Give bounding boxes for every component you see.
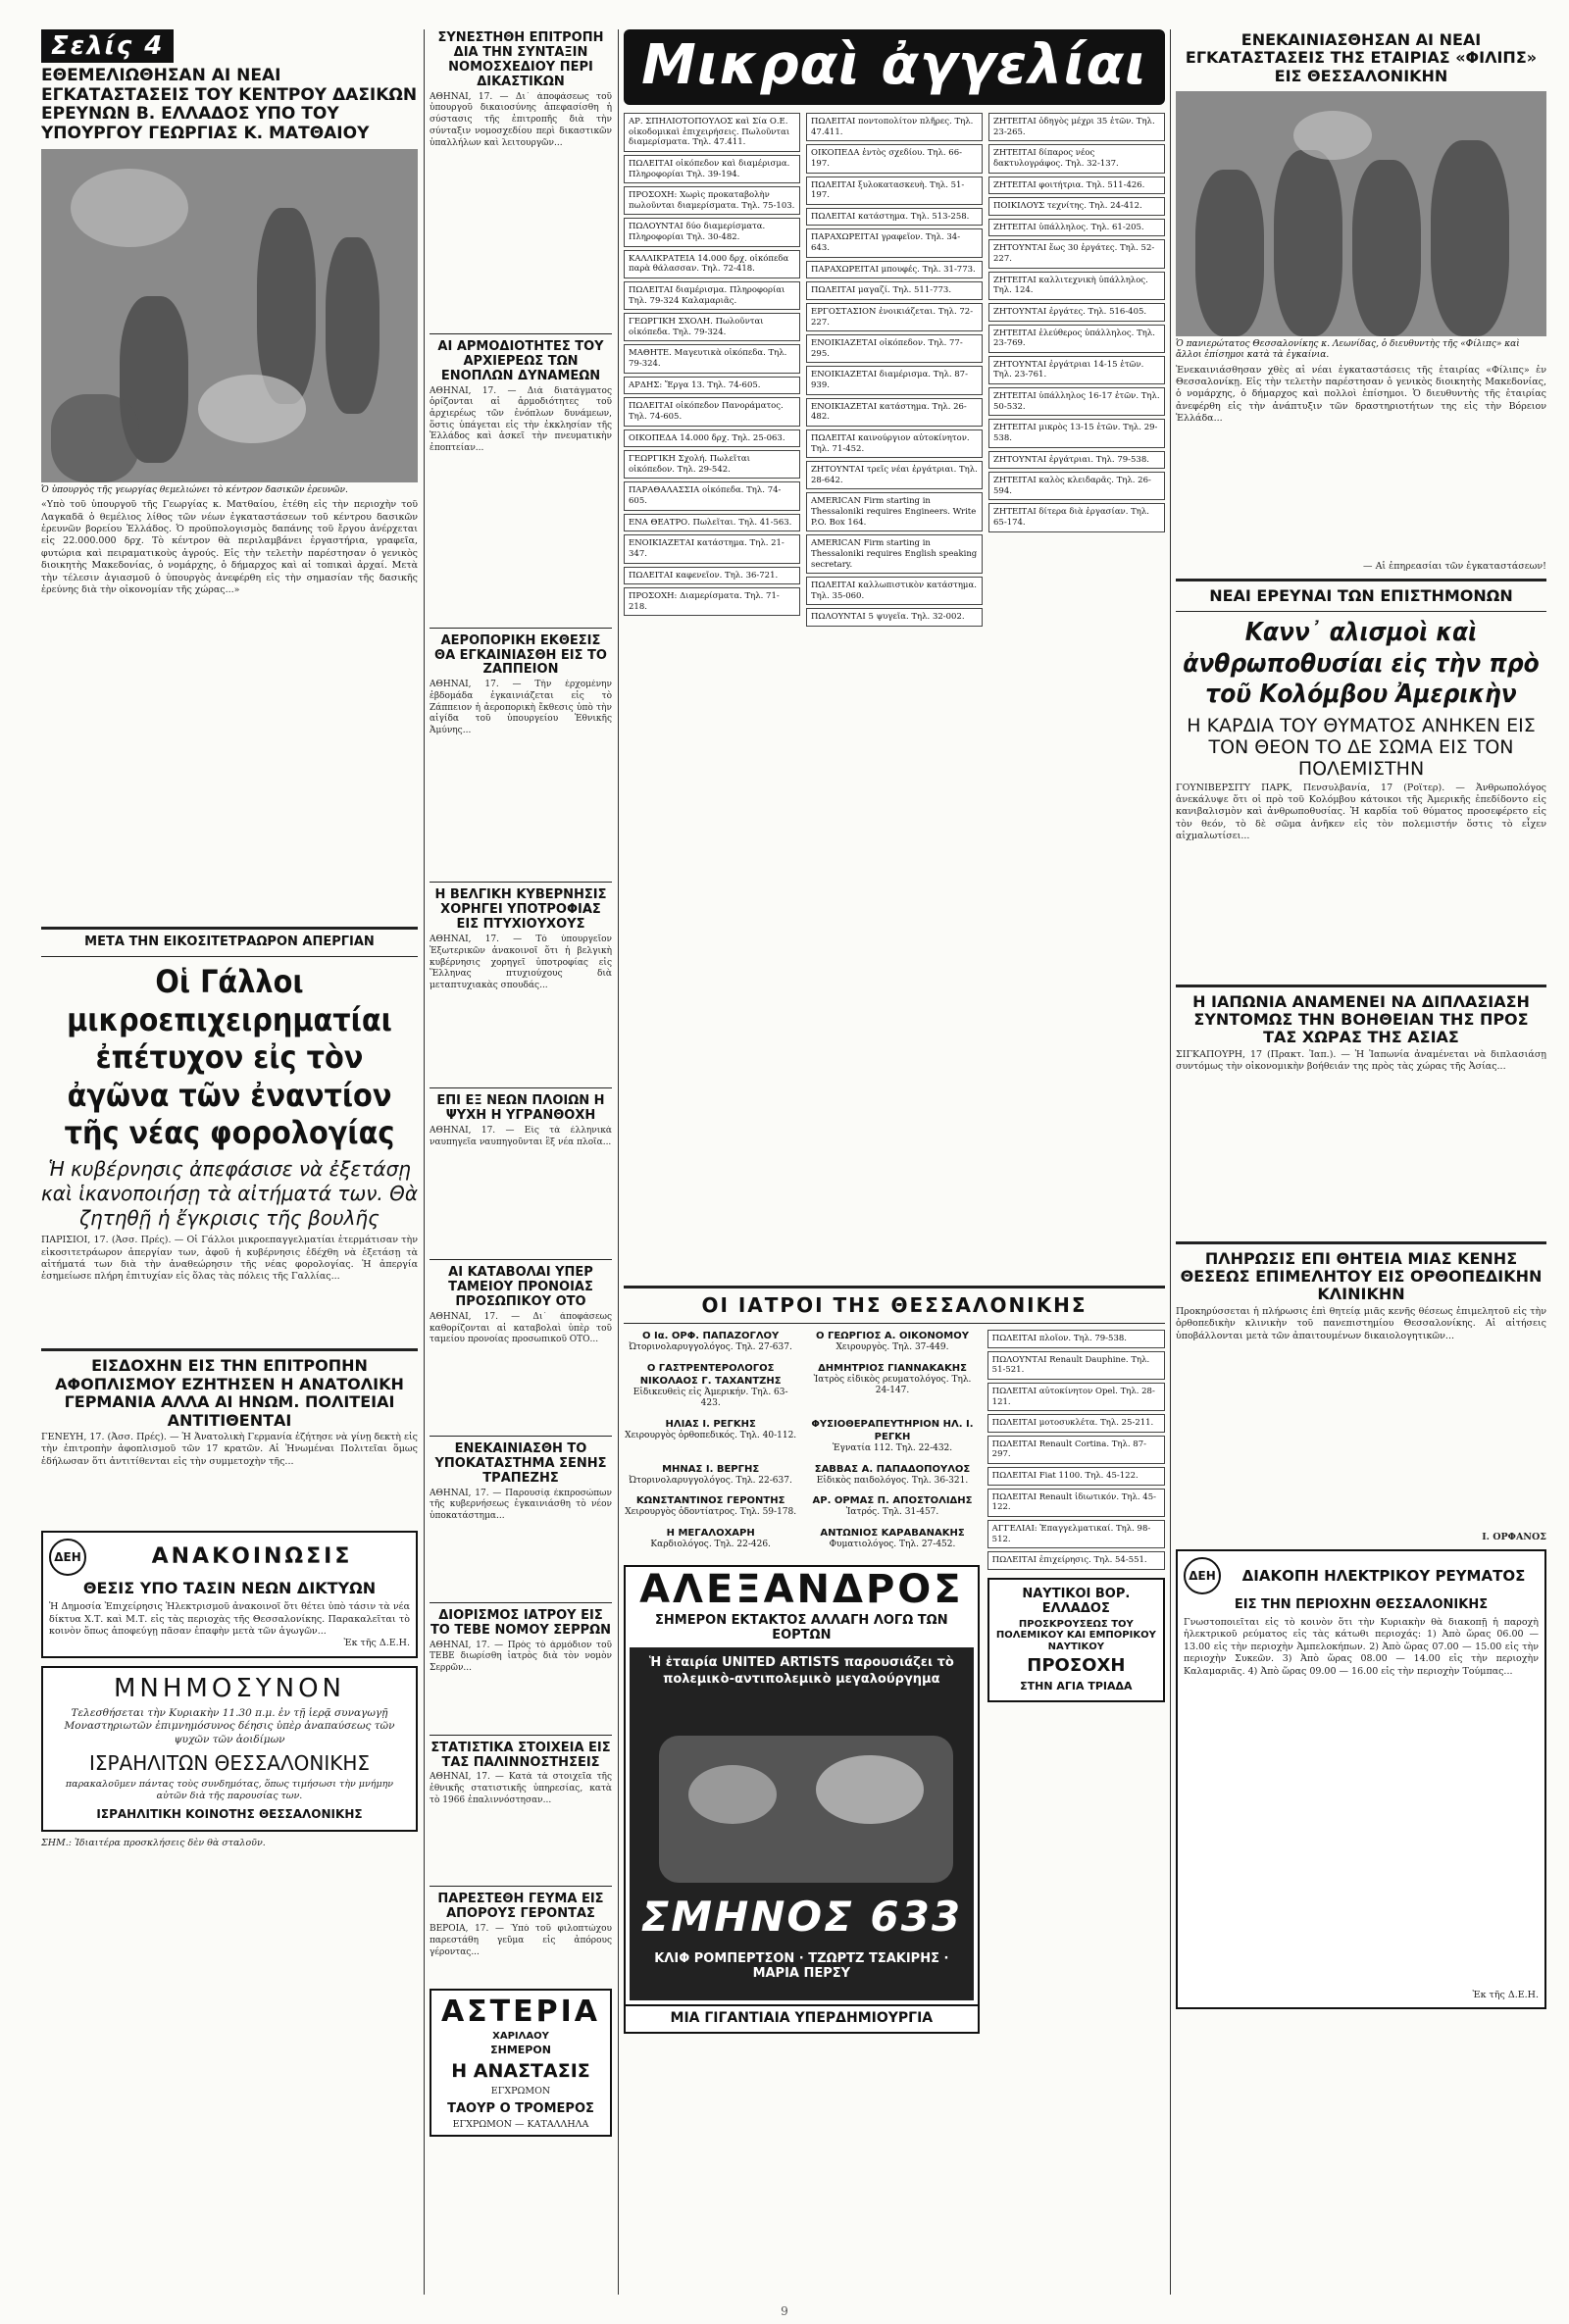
lead-article-body: «Υπὸ τοῦ ὑπουργοῦ τῆς Γεωργίας κ. Ματθαίου, ἐτέθη εἰς τὴν περιοχὴν τοῦ Λαγκαδᾶ ὁ θεμέλιος λίθος τῶν νέων ἐγκαταστάσεων τοῦ κέντρου δασικῶν ἐρευνῶν βορείου Ἑλλάδος. Ὁ προϋπολογισμὸς δαπάνης τοῦ ἔργου ἀνέρχεται εἰς 22.000.000 δρχ. Τὸ κέντρον θὰ περιλαμβάνει ἐργαστήρια, γραφεῖα, φυτώρια καὶ πειραματικοὺς ἀγρούς. Εἰς τὴν τελετὴν παρέστησαν ὁ γενικὸς διοικητὴς Μακεδονίας, ὁ νομάρχης, ὁ δήμαρχος καὶ αἱ τοπικαὶ ἀρχαί. Μετὰ τὴν τέλεσιν ἁγιασμοῦ ὁ ὑπουργὸς ἀνεφέρθη εἰς τὴν σημασίαν τῆς δασικῆς ἐρεύνης διὰ τὴν οἰκονομίαν τῆς χώρας...»	[41, 499, 418, 595]
classified-ad: ΠΩΛΕΙΤΑΙ καλλωπιστικὸν κατάστημα. Τηλ. 35-060.	[806, 577, 983, 605]
notices-signature: Ἐκ τῆς Δ.Ε.Η.	[343, 1638, 410, 1649]
classified-ad: ΕΝΟΙΚΙΑΖΕΤΑΙ κατάστημα. Τηλ. 21-347.	[624, 534, 800, 563]
classified-ad: ΖΗΤΟΥΝΤΑΙ ἐργάτριαι. Τηλ. 79-538.	[988, 451, 1165, 470]
navy-notice	[987, 1578, 1165, 1703]
power-cut-subtitle: ΕΙΣ ΤΗΝ ΠΕΡΙΟΧΗΝ ΘΕΣΣΑΛΟΝΙΚΗΣ	[1234, 1597, 1489, 1613]
philips-headline: ΕΝΕΚΑΙΝΙΑΣΘΗΣΑΝ ΑΙ ΝΕΑΙ ΕΓΚΑΤΑΣΤΑΣΕΙΣ ΤΗΣ ΕΤΑΙΡΙΑΣ «ΦΙΛΙΠΣ» ΕΙΣ ΘΕΣΣΑΛΟΝΙΚΗΝ	[1185, 30, 1538, 85]
navy-call: ΠΡΟΣΟΧΗ	[1027, 1655, 1126, 1677]
memorial-body: Τελεσθήσεται τὴν Κυριακὴν 11.30 π.μ. ἐν τῇ ἱερᾷ συναγωγῇ Μοναστηριωτῶν ἐπιμνημόσυνος δέησις ὑπὲρ ἀναπαύσεως τῶν ψυχῶν τῶν ἀοιδίμων	[64, 1706, 395, 1745]
divider	[430, 1735, 612, 1736]
france-article-body: ΠΑΡΙΣΙΟΙ, 17. (Ἀσσ. Πρές). — Οἱ Γάλλοι μικροεπαγγελματίαι ἐτερμάτισαν τὴν εἰκοσιτετράωρον ἀπεργίαν των, ἀφοῦ ἡ κυβέρνησις ἐδέχθη νὰ ἐξετάσῃ τὰ αἰτήματά των διὰ τὴν ἀναθεώρησιν τῆς νέας φορολογίας. Ἡ ἀπεργία ἐσημείωσε πλήρη ἐπιτυχίαν εἰς ὅλας τὰς πόλεις τῆς Γαλλίας...	[41, 1235, 418, 1283]
power-cut-body: Γνωστοποιεῖται εἰς τὸ κοινὸν ὅτι τὴν Κυριακὴν θὰ διακοπῇ ἡ παροχὴ ἠλεκτρικοῦ ρεύματος εἰς τὰς κάτωθι περιοχάς: 1) Ἀπὸ ὥρας 06.00 — 13.00 εἰς τὴν περιοχὴν Ἀμπελοκήπων. 2) Ἀπὸ ὥρας 07.00 — 15.00 εἰς τὴν περιοχὴν Συκεῶν. 3) Ἀπὸ ὥρας 08.00 — 14.00 εἰς τὴν περιοχὴν Καλαμαριᾶς. 4) Ἀπὸ ὥρας 09.00 — 16.00 εἰς τὴν περιοχὴν Τούμπας...	[1184, 1617, 1539, 1677]
doctor-listing	[624, 1418, 797, 1455]
cinema-film-2: ΤΑΟΥΡ Ο ΤΡΟΜΕΡΟΣ	[447, 2100, 594, 2116]
classified-ad: ΠΩΛΕΙΤΑΙ ποντοπολίτον πλῆρες. Τηλ. 47.411.	[806, 113, 983, 141]
classified-ad: ΠΑΡΑΧΩΡΕΙΤΑΙ γραφεῖον. Τηλ. 34-643.	[806, 228, 983, 257]
classified-ad: ΠΩΛΕΙΤΑΙ οἰκόπεδον Πανοράματος. Τηλ. 74-605.	[624, 397, 800, 426]
classified-ad: ΠΑΡΑΧΩΡΕΙΤΑΙ μπουφές. Τηλ. 31-773.	[806, 261, 983, 279]
cinema-today: ΣΗΜΕΡΟΝ	[490, 2043, 551, 2056]
classified-ad: ΖΗΤΕΙΤΑΙ καλλιτεχνικὴ ὑπάλληλος. Τηλ. 124.	[988, 272, 1165, 300]
classifieds-grid	[624, 113, 1165, 1280]
airshow-body: ΑΘΗΝΑΙ, 17. — Τὴν ἐρχομένην ἑβδομάδα ἐγκαινιάζεται εἰς τὸ Ζάππειον ἡ ἀεροπορικὴ ἔκθεσις ὑπὸ τὴν αἰγίδα τοῦ ὑπουργείου Ἐθνικῆς Ἀμύνης...	[430, 680, 612, 736]
classified-ad: ΖΗΤΕΙΤΑΙ δίπαρος νέος δακτυλογράφος. Τηλ. 32-137.	[988, 144, 1165, 173]
movie-theater-name: ΑΛΕΞΑΝΔΡΟΣ	[639, 1566, 964, 1612]
memorial-name: ΙΣΡΑΗΛΙΤΩΝ ΘΕΣΣΑΛΟΝΙΚΗΣ	[88, 1750, 371, 1775]
classified-ad: ΠΩΛΟΥΝΤΑΙ 5 ψυγεῖα. Τηλ. 32-002.	[806, 608, 983, 627]
classified-ad: ΠΩΛΕΙΤΑΙ μαγαζί. Τηλ. 511-773.	[806, 281, 983, 300]
doctor-name: Ο ΓΑΣΤΡΕΝΤΕΡΟΛΟΓΟΣ ΝΙΚΟΛΑΟΣ Γ. ΤΑΧΑΝΤΖΗΣ	[639, 1362, 782, 1387]
cannibalism-body: ΓΟΥΝΙΒΕΡΣΙΤΥ ΠΑΡΚ, Πενσυλβανία, 17 (Ροϊτερ). — Ἀνθρωπολόγος ἀνεκάλυψε ὅτι οἱ πρὸ τοῦ Κολόμβου κάτοικοι τῆς Ἀμερικῆς ἐπεδίδοντο εἰς κανιβαλισμὸν καὶ ἀνθρωποθυσίας. Ἡ καρδία τοῦ θύματος προσεφέρετο εἰς τὸν θεόν, τὸ δὲ σῶμα ἀνῆκεν εἰς τὸν πολεμιστήν ὅστις τὸ εἶχεν αἰχμαλωτίσει...	[1176, 782, 1546, 841]
classified-ad: ΠΩΛΕΙΤΑΙ Renault ἰδιωτικόν. Τηλ. 45-122.	[987, 1489, 1165, 1517]
belgian-body: ΑΘΗΝΑΙ, 17. — Τὸ ὑπουργεῖον Ἐξωτερικῶν ἀνακοινοῖ ὅτι ἡ βελγικὴ κυβέρνησις χορηγεῖ ὑποτροφίας εἰς Ἕλληνας πτυχιούχους διὰ μεταπτυχιακὰς σπουδάς...	[430, 935, 612, 990]
notices-box	[41, 1531, 418, 1658]
divider	[430, 1886, 612, 1887]
divider	[41, 1348, 418, 1351]
classified-ad: ΖΗΤΟΥΝΤΑΙ ἐργάτες. Τηλ. 516-405.	[988, 303, 1165, 322]
classified-ad: ΖΗΤΕΙΤΑΙ δίτερα διὰ ἐργασίαν. Τηλ. 65-174.	[988, 503, 1165, 531]
belgian-headline: Η ΒΕΛΓΙΚΗ ΚΥΒΕΡΝΗΣΙΣ ΧΟΡΗΓΕΙ ΥΠΟΤΡΟΦΙΑΣ ΕΙΣ ΠΤΥΧΙΟΥΧΟΥΣ	[434, 887, 607, 933]
doctor-info: Εἰδικευθεὶς εἰς Ἀμερικήν. Τηλ. 63-423.	[633, 1387, 788, 1409]
classified-ad: ΖΗΤΟΥΝΤΑΙ τρεῖς νέαι ἐργάτριαι. Τηλ. 28-642.	[806, 461, 983, 489]
movie-subtitle: ΣΗΜΕΡΟΝ ΕΚΤΑΚΤΟΣ ΑΛΛΑΓΗ ΛΟΓΩ ΤΩΝ ΕΟΡΤΩΝ	[655, 1612, 948, 1642]
classified-ad: ΓΕΩΡΓΙΚΗ Σχολή. Πωλεῖται οἰκόπεδον. Τηλ. 29-542.	[624, 450, 800, 479]
divider	[430, 628, 612, 629]
doctor-info: Ἐγνατία 112. Τηλ. 22-432.	[832, 1443, 953, 1454]
divider	[1176, 1241, 1546, 1244]
doctor-name: ΚΩΝΣΤΑΝΤΙΝΟΣ ΓΕΡΟΝΤΗΣ	[635, 1495, 785, 1507]
classified-ad: ΑΡΔΗΣ: Ἔργα 13. Τηλ. 74-605.	[624, 377, 800, 395]
classified-ad: ΕΝΑ ΘΕΑΤΡΟ. Πωλεῖται. Τηλ. 41-563.	[624, 514, 800, 532]
classified-ad: ΖΗΤΕΙΤΑΙ καλὸς κλειδαρᾶς. Τηλ. 26-594.	[988, 472, 1165, 500]
doctor-name: ΜΗΝΑΣ Ι. ΒΕΡΓΗΣ	[662, 1463, 760, 1475]
divider	[624, 1286, 1165, 1288]
column-3	[624, 29, 1165, 2295]
ships-headline: ΕΠΙ ΕΞ ΝΕΩΝ ΠΛΟΙΩΝ Η ΨΥΧΗ Η ΥΓΡΑΝΘΟΧΗ	[436, 1093, 605, 1124]
memorial-note: ΣΗΜ.: Ἰδιαιτέρα προσκλήσεις δὲν θὰ σταλοῦν.	[41, 1838, 266, 1849]
doctor-listing	[805, 1463, 979, 1488]
doctor-listing	[805, 1330, 979, 1354]
doctor-name: ΑΝΤΩΝΙΟΣ ΚΑΡΑΒΑΝΑΚΗΣ	[820, 1528, 965, 1540]
classified-ad: ΠΩΛΕΙΤΑΙ Renault Cortina. Τηλ. 87-297.	[987, 1436, 1165, 1464]
doctor-listing	[805, 1418, 979, 1455]
doctor-info: Ὠτορινολαρυγγολόγος. Τηλ. 22-637.	[629, 1475, 792, 1486]
page-number: 9	[781, 2304, 788, 2318]
classified-ad: ΠΩΛΕΙΤΑΙ Fiat 1100. Τηλ. 45-122.	[987, 1467, 1165, 1486]
classified-ad: ΕΡΓΟΣΤΑΣΙΟΝ ἐνοικιάζεται. Τηλ. 72-227.	[806, 303, 983, 331]
ships-body: ΑΘΗΝΑΙ, 17. — Εἰς τὰ ἐλληνικὰ ναυπηγεῖα ναυπηγοῦνται ἓξ νέα πλοῖα...	[430, 1126, 612, 1147]
classified-ad: ΠΩΛΕΙΤΑΙ ξυλοκατασκευὴ. Τηλ. 51-197.	[806, 177, 983, 205]
classified-ad: ΠΩΛΕΙΤΑΙ πλοῖον. Τηλ. 79-538.	[987, 1330, 1165, 1348]
classifieds-column-bottom	[987, 1330, 1165, 1570]
deh-logo: ΔΕΗ	[49, 1539, 86, 1576]
classified-ad: ΕΝΟΙΚΙΑΖΕΤΑΙ διαμέρισμα. Τηλ. 87-939.	[806, 366, 983, 394]
section-kicker: Σελίς 4	[41, 29, 174, 63]
classified-ad: ΠΩΛΕΙΤΑΙ αὐτοκίνητον Opel. Τηλ. 28-121.	[987, 1383, 1165, 1411]
power-cut-notice	[1176, 1549, 1546, 2009]
clinic-headline: ΠΛΗΡΩΣΙΣ ΕΠΙ ΘΗΤΕΙΑ ΜΙΑΣ ΚΕΝΗΣ ΘΕΣΕΩΣ ΕΠΙΜΕΛΗΤΟΥ ΕΙΣ ΟΡΘΟΠΕΔΙΚΗΝ ΚΛΙΝΙΚΗΝ	[1180, 1248, 1543, 1304]
classified-ad: AMERICAN Firm starting in Thessaloniki requires English speaking secretary.	[806, 534, 983, 574]
lead-headline: ΕΘΕΜΕΛΙΩΘΗΣΑΝ ΑΙ ΝΕΑΙ ΕΓΚΑΤΑΣΤΑΣΕΙΣ ΤΟΥ ΚΕΝΤΡΟΥ ΔΑΣΙΚΩΝ ΕΡΕΥΝΩΝ Β. ΕΛΛΑΔΟΣ ΥΠΟ ΤΟΥ ΥΠΟΥΡΓΟΥ ΓΕΩΡΓΙΑΣ Κ. ΜΑΤΘΑΙΟΥ	[41, 66, 418, 143]
column-rule	[1170, 29, 1171, 2295]
philips-body: Ἐνεκαινιάσθησαν χθὲς αἱ νέαι ἐγκαταστάσεις τῆς ἑταιρίας «Φίλιπς» ἐν Θεσσαλονίκῃ. Εἰς τὴν τελετὴν παρέστησαν ὁ γενικὸς διοικητὴς Μακεδονίας, ὁ νομάρχης, ὁ δήμαρχος καὶ πολλοὶ ἐπίσημοι. Ὁ διευθυντὴς τῆς ἑταιρίας ἀνεφέρθη εἰς τὴν ἀνάπτυξιν τῶν δραστηριοτήτων της εἰς τὴν Βόρειον Ἑλλάδα...	[1176, 364, 1546, 425]
doctor-info: Χειρουργὸς ὀδοντίατρος. Τηλ. 59-178.	[625, 1507, 797, 1518]
doctor-appointment-headline: ΔΙΟΡΙΣΜΟΣ ΙΑΤΡΟΥ ΕΙΣ ΤΟ ΤΕΒΕ ΝΟΜΟΥ ΣΕΡΡΩΝ	[430, 1607, 612, 1638]
clinic-body: Προκηρύσσεται ἡ πλήρωσις ἐπὶ θητείᾳ μιᾶς κενῆς θέσεως ἐπιμελητοῦ εἰς τὴν ὀρθοπεδικὴν κλινικὴν τοῦ πανεπιστημίου Θεσσαλονίκης. Αἱ αἰτήσεις ὑποβάλλονται μετὰ τῶν ἀπαιτουμένων δικαιολογητικῶν...	[1176, 1305, 1546, 1341]
bank-headline: ΕΝΕΚΑΙΝΙΑΣΘΗ ΤΟ ΥΠΟΚΑΤΑΣΤΗΜΑ ΣΕΝΗΣ ΤΡΑΠΕΖΗΣ	[434, 1440, 607, 1486]
doctor-listing	[624, 1463, 797, 1488]
philips-photo-caption: Ὁ πανιερώτατος Θεσσαλονίκης κ. Λεωνίδας, ὁ διευθυντὴς τῆς «Φίλιπς» καὶ ἄλλοι ἐπίσημοι κατὰ τὰ ἐγκαίνια.	[1176, 339, 1520, 361]
classified-ad: ΑΓΓΕΛΙΑΙ: Ἐπαγγελματικαί. Τηλ. 98-512.	[987, 1520, 1165, 1548]
airshow-headline: ΑΕΡΟΠΟΡΙΚΗ ΕΚΘΕΣΙΣ ΘΑ ΕΓΚΑΙΝΙΑΣΘΗ ΕΙΣ ΤΟ ΖΑΠΠΕΙΟΝ	[434, 632, 607, 678]
doctor-info: Φυματιολόγος. Τηλ. 27-452.	[829, 1540, 956, 1550]
divider	[430, 1436, 612, 1437]
classified-ad: ΠΩΛΟΥΝΤΑΙ δύο διαμερίσματα. Πληροφορίαι Τηλ. 30-482.	[624, 218, 800, 246]
classified-ad: ΖΗΤΕΙΤΑΙ ὑπάλληλος. Τηλ. 61-205.	[988, 219, 1165, 237]
classified-ad: ΠΩΛΕΙΤΑΙ κατάστημα. Τηλ. 513-258.	[806, 208, 983, 227]
classifieds-column-middle	[806, 113, 983, 1280]
doctor-info: Ἰατρὸς εἰδικὸς ρευματολόγος. Τηλ. 24-147.	[813, 1374, 972, 1396]
doctor-info: Ὠτορινολαρυγγολόγος. Τηλ. 27-637.	[629, 1342, 792, 1352]
classified-ad: ΠΩΛΕΙΤΑΙ οἰκόπεδον καὶ διαμέρισμα. Πληροφορίαι Τηλ. 39-194.	[624, 155, 800, 183]
column-4	[1176, 29, 1546, 2295]
cannibalism-subheadline: Η ΚΑΡΔΙΑ ΤΟΥ ΘΥΜΑΤΟΣ ΑΝΗΚΕΝ ΕΙΣ ΤΟΝ ΘΕΟΝ ΤΟ ΔΕ ΣΩΜΑ ΕΙΣ ΤΟΝ ΠΟΛΕΜΙΣΤΗΝ	[1187, 714, 1536, 780]
doctor-listing	[805, 1494, 979, 1519]
divider	[430, 333, 612, 334]
divider	[41, 956, 418, 957]
column-rule	[618, 29, 619, 2295]
fund-headline: ΑΙ ΚΑΤΑΒΟΛΑΙ ΥΠΕΡ ΤΑΜΕΙΟΥ ΠΡΟΝΟΙΑΣ ΠΡΟΣΩΠΙΚΟΥ ΟΤΟ	[448, 1265, 593, 1309]
classified-ad: ΠΩΛΕΙΤΑΙ ἐπιχείρησις. Τηλ. 54-551.	[987, 1551, 1165, 1570]
germany-article-body: ΓΕΝΕΥΗ, 17. (Ἀσσ. Πρές). — Ἡ Ἀνατολικὴ Γερμανία ἐζήτησε νὰ γίνῃ δεκτὴ εἰς τὴν ἐπιτροπὴν ἀφοπλισμοῦ τῶν 17 κρατῶν. Αἱ Ἡνωμέναι Πολιτεῖαι ὅμως ἐδήλωσαν ὅτι ἀντιτίθενται εἰς τὴν συμμετοχὴν τῆς...	[41, 1431, 418, 1467]
classifieds-column-left	[624, 113, 800, 1280]
classified-ad: AMERICAN Firm starting in Thessaloniki requires Engineers. Write P.O. Box 164.	[806, 492, 983, 531]
doctors-title: ΟΙ ΙΑΤΡΟΙ ΤΗΣ ΘΕΣΣΑΛΟΝΙΚΗΣ	[701, 1293, 1088, 1317]
cannibalism-headline: Κανν᾽ αλισμοὶ καὶ ἀνθρωποθυσίαι εἰς τὴν πρὸ τοῦ Κολόμβου Ἀμερικὴν	[1183, 618, 1540, 709]
doctor-listing	[624, 1330, 797, 1354]
divider	[1176, 985, 1546, 987]
archbishop-headline: ΑΙ ΑΡΜΟΔΙΟΤΗΤΕΣ ΤΟΥ ΑΡΧΙΕΡΕΩΣ ΤΩΝ ΕΝΟΠΛΩΝ ΔΥΝΑΜΕΩΝ	[437, 338, 604, 383]
strike-strip: ΜΕΤΑ ΤΗΝ ΕΙΚΟΣΙΤΕΤΡΑΩΡΟΝ ΑΠΕΡΓΙΑΝ	[84, 935, 375, 950]
classified-ad: ΜΑΘΗΤΕ. Μαγευτικὰ οἰκόπεδα. Τηλ. 79-324.	[624, 344, 800, 373]
divider	[1176, 579, 1546, 581]
classified-ad: ΓΕΩΡΓΙΚΗ ΣΧΟΛΗ. Πωλοῦνται οἰκόπεδα. Τηλ. 79-324.	[624, 313, 800, 341]
meal-headline: ΠΑΡΕΣΤΕΘΗ ΓΕΥΜΑ ΕΙΣ ΑΠΟΡΟΥΣ ΓΕΡΟΝΤΑΣ	[437, 1892, 604, 1922]
column-1	[41, 29, 418, 2295]
fund-body: ΑΘΗΝΑΙ, 17. — Δι᾽ ἀποφάσεως καθορίζονται αἱ καταβολαὶ ὑπὲρ τοῦ ταμείου προνοίας προσωπικοῦ ΟΤΟ...	[430, 1311, 612, 1345]
memorial-box	[41, 1666, 418, 1832]
doctor-name: ΦΥΣΙΟΘΕΡΑΠΕΥΤΗΡΙΟΝ ΗΛ. Ι. ΡΕΓΚΗ	[811, 1419, 974, 1443]
deh-logo: ΔΕΗ	[1184, 1557, 1221, 1594]
cinema-area: ΧΑΡΙΛΑΟΥ	[492, 2031, 549, 2043]
germany-headline: ΕΙΣΔΟΧΗΝ ΕΙΣ ΤΗΝ ΕΠΙΤΡΟΠΗΝ ΑΦΟΠΛΙΣΜΟΥ ΕΖΗΤΗΣΕΝ Η ΑΝΑΤΟΛΙΚΗ ΓΕΡΜΑΝΙΑ ΑΛΛΑ ΑΙ ΗΝΩΜ. ΠΟΛΙΤΕΙΑΙ ΑΝΤΙΤΙΘΕΝΤΑΙ	[55, 1356, 404, 1430]
classified-ad: ΠΑΡΑΘΑΛΑΣΣΙΑ οἰκόπεδα. Τηλ. 74-605.	[624, 481, 800, 510]
bank-body: ΑΘΗΝΑΙ, 17. — Παρουσίᾳ ἐκπροσώπων τῆς κυβερνήσεως ἐγκαινιάσθη τὸ νέον ὑποκατάστημα...	[430, 1488, 612, 1522]
doctor-listing	[624, 1362, 797, 1410]
navy-subtitle: ΠΡΟΣΚΡΟΥΣΕΩΣ ΤΟΥ ΠΟΛΕΜΙΚΟΥ ΚΑΙ ΕΜΠΟΡΙΚΟΥ ΝΑΥΤΙΚΟΥ	[995, 1618, 1156, 1652]
power-cut-signature: Ἐκ τῆς Δ.Ε.Η.	[1472, 1990, 1539, 2001]
classified-ad: ΑΡ. ΣΠΗΛΙΟΤΟΠΟΥΛΟΣ καὶ Σία Ο.Ε. οἰκοδομικαὶ ἐπιχειρήσεις. Πωλοῦνται διαμερίσματα. Τηλ. 47.411.	[624, 113, 800, 152]
memorial-title: ΜΝΗΜΟΣΥΝΟΝ	[113, 1673, 345, 1703]
column-2	[430, 29, 612, 2295]
memorial-organization: ΙΣΡΑΗΛΙΤΙΚΗ ΚΟΙΝΟΤΗΣ ΘΕΣΣΑΛΟΝΙΚΗΣ	[96, 1807, 363, 1822]
classified-ad: ΠΩΛΕΙΤΑΙ μοτοσυκλέτα. Τηλ. 25-211.	[987, 1414, 1165, 1433]
doctor-name: ΣΑΒΒΑΣ Α. ΠΑΠΑΔΟΠΟΥΛΟΣ	[814, 1463, 971, 1475]
classified-ad: ΕΝΟΙΚΙΑΖΕΤΑΙ κατάστημα. Τηλ. 26-482.	[806, 398, 983, 427]
statistics-body: ΑΘΗΝΑΙ, 17. — Κατὰ τὰ στοιχεῖα τῆς ἐθνικῆς στατιστικῆς ὑπηρεσίας, κατὰ τὸ 1966 ἐπαλιννόστησαν...	[430, 1772, 612, 1805]
classified-ad: ΕΝΟΙΚΙΑΖΕΤΑΙ οἰκόπεδον. Τηλ. 77-295.	[806, 334, 983, 363]
divider	[1176, 611, 1546, 612]
classified-ad: ΠΟΙΚΙΛΟΥΣ τεχνίτης. Τηλ. 24-412.	[988, 197, 1165, 216]
doctor-name: ΔΗΜΗΤΡΙΟΣ ΓΙΑΝΝΑΚΑΚΗΣ	[818, 1362, 967, 1374]
japan-body: ΣΙΓΚΑΠΟΥΡΗ, 17 (Πρακτ. Ἰαπ.). — Ἡ Ἰαπωνία ἀναμένεται νὰ διπλασιάσῃ συντόμως τὴν οἰκονομικὴν βοήθειάν της πρὸς τὰς χώρας τῆς Ἀσίας...	[1176, 1048, 1546, 1073]
classifieds-column-right	[988, 113, 1165, 1280]
doctor-info: Χειρουργὸς ὀρθοπεδικός. Τηλ. 40-112.	[625, 1431, 797, 1441]
movie-studio: Ἡ ἑταιρία UNITED ARTISTS παρουσιάζει τὸ πολεμικὸ-αντιπολεμικὸ μεγαλούργημα	[648, 1654, 954, 1687]
japan-headline: Η ΙΑΠΩΝΙΑ ΑΝΑΜΕΝΕΙ ΝΑ ΔΙΠΛΑΣΙΑΣΗ ΣΥΝΤΟΜΩΣ ΤΗΝ ΒΟΗΘΕΙΑΝ ΤΗΣ ΠΡΟΣ ΤΑΣ ΧΩΡΑΣ ΤΗΣ ΑΣΙΑΣ	[1192, 991, 1530, 1047]
divider	[430, 1602, 612, 1603]
photo-caption: Ὁ ὑπουργὸς τῆς γεωργίας θεμελιώνει τὸ κέντρον δασικῶν ἐρευνῶν.	[41, 485, 348, 496]
classified-ad: ΠΩΛΟΥΝΤΑΙ Renault Dauphine. Τηλ. 51-521.	[987, 1351, 1165, 1380]
doctor-listing	[624, 1527, 797, 1551]
committee-body: ΑΘΗΝΑΙ, 17. — Δι᾽ ἀποφάσεως τοῦ ὑπουργοῦ δικαιοσύνης ἀπεφασίσθη ἡ σύστασις τῆς ἐπιτροπῆς διὰ τὴν σύνταξιν νομοσχεδίου περὶ δικαστικῶν ὑπαλλήλων καὶ λειτουργῶν...	[430, 91, 612, 148]
clinic-sign: Ι. ΟΡΦΑΝΟΣ	[1482, 1531, 1546, 1542]
doctor-listing	[624, 1494, 797, 1519]
doctor-name: Η ΜΕΓΑΛΟΧΑΡΗ	[666, 1528, 755, 1540]
classified-ad: ΟΙΚΟΠΕΔΑ 14.000 δρχ. Τηλ. 25-063.	[624, 429, 800, 448]
classified-ad: ΚΑΛΛΙΚΡΑΤΕΙΑ 14.000 δρχ. οἰκόπεδα παρὰ θάλασσαν. Τηλ. 72-418.	[624, 250, 800, 278]
doctor-appointment-body: ΑΘΗΝΑΙ, 17. — Πρὸς τὸ ἀρμόδιον τοῦ ΤΕΒΕ διωρίσθη ἰατρὸς διὰ τὸν νομὸν Σερρῶν...	[430, 1640, 612, 1673]
philips-photo	[1176, 91, 1546, 336]
column-rule	[424, 29, 425, 2295]
cinema-asteria-ad	[430, 1989, 612, 2137]
philips-sign: — Αἱ ἐπηρεασίαι τῶν ἐγκαταστάσεων!	[1363, 560, 1546, 572]
doctor-name: ΑΡ. ΟΡΜΑΣ Π. ΑΠΟΣΤΟΛΙΔΗΣ	[812, 1495, 973, 1507]
classified-ad: ΠΩΛΕΙΤΑΙ καφενεῖον. Τηλ. 36-721.	[624, 567, 800, 585]
power-cut-title: ΔΙΑΚΟΠΗ ΗΛΕΚΤΡΙΚΟΥ ΡΕΥΜΑΤΟΣ	[1241, 1566, 1526, 1585]
movie-poster	[630, 1647, 974, 2000]
divider	[430, 882, 612, 883]
doctors-directory	[624, 1330, 980, 1557]
movie-cast: ΚΛΙΦ ΡΟΜΠΕΡΤΣΟΝ · ΤΖΩΡΤΖ ΤΣΑΚΙΡΗΣ · ΜΑΡΙΑ ΠΕΡΣΥ	[654, 1950, 949, 1981]
classified-ad: ΖΗΤΕΙΤΑΙ ὁδηγὸς μέχρι 35 ἐτῶν. Τηλ. 23-265.	[988, 113, 1165, 141]
divider	[430, 1087, 612, 1088]
statistics-headline: ΣΤΑΤΙΣΤΙΚΑ ΣΤΟΙΧΕΙΑ ΕΙΣ ΤΑΣ ΠΑΛΙΝΝΟΣΤΗΣΕΙΣ	[430, 1740, 611, 1770]
doctor-listing	[805, 1527, 979, 1551]
france-subheadline: Ἡ κυβέρνησις ἀπεφάσισε νὰ ἐξετάσῃ καὶ ἱκανοποιήσῃ τὰ αἰτήματά των. Θὰ ζητηθῇ ἡ ἔγκρισις τῆς βουλῆς	[41, 1157, 418, 1231]
classified-ad: ΖΗΤΕΙΤΑΙ ὑπάλληλος 16-17 ἐτῶν. Τηλ. 50-532.	[988, 387, 1165, 416]
classified-ad: ΠΡΟΣΟΧΗ: Διαμερίσματα. Τηλ. 71-218.	[624, 587, 800, 616]
doctor-info: Εἰδικὸς παιδολόγος. Τηλ. 36-321.	[816, 1475, 969, 1486]
classified-ad: ΠΩΛΕΙΤΑΙ καινούργιον αὐτοκίνητον. Τηλ. 71-452.	[806, 429, 983, 458]
research-strip: ΝΕΑΙ ΕΡΕΥΝΑΙ ΤΩΝ ΕΠΙΣΤΗΜΟΝΩΝ	[1209, 586, 1513, 606]
memorial-invite: παρακαλοῦμεν πάντας τοὺς συνδημότας, ὅπως τιμήσωσι τὴν μνήμην αὐτῶν διὰ τῆς παρουσίας των.	[65, 1778, 394, 1801]
divider	[430, 1259, 612, 1260]
doctor-listing	[805, 1362, 979, 1410]
navy-title: ΝΑΥΤΙΚΟΙ ΒΟΡ. ΕΛΛΑΔΟΣ	[1022, 1586, 1131, 1616]
classified-ad: ΖΗΤΟΥΝΤΑΙ ἕως 30 ἐργάτες. Τηλ. 52-227.	[988, 239, 1165, 268]
divider	[624, 1323, 1165, 1324]
classified-ad: ΖΗΤΕΙΤΑΙ μικρὸς 13-15 ἐτῶν. Τηλ. 29-538.	[988, 419, 1165, 447]
cinema-color: ΕΓΧΡΩΜΟΝ	[490, 2086, 551, 2097]
lead-photo	[41, 149, 418, 482]
divider	[41, 927, 418, 930]
cinema-alexandros-ad	[624, 1565, 980, 2034]
doctor-name: Ο ΓΕΩΡΓΙΟΣ Α. ΟΙΚΟΝΟΜΟΥ	[816, 1331, 969, 1341]
classified-ad: ΖΗΤΕΙΤΑΙ ἐλεύθερος ὑπάλληλος. Τηλ. 23-769.	[988, 325, 1165, 353]
classifieds-banner: Μικραὶ ἀγγελίαι	[624, 29, 1165, 105]
notices-subtitle: ΘΕΣΙΣ ΥΠΟ ΤΑΣΙΝ ΝΕΩΝ ΔΙΚΤΥΩΝ	[82, 1578, 377, 1597]
archbishop-body: ΑΘΗΝΑΙ, 17. — Διὰ διατάγματος ὁρίζονται αἱ ἁρμοδιότητες τοῦ ἀρχιερέως τῶν ἐνόπλων δυνάμεων, ὅστις ὑπάγεται εἰς τὴν ἐκκλησίαν τῆς Ἑλλάδος καὶ ἀσκεῖ τὴν πνευματικὴν ἐποπτείαν...	[430, 385, 612, 453]
committee-headline: ΣΥΝΕΣΤΗΘΗ ΕΠΙΤΡΟΠΗ ΔΙΑ ΤΗΝ ΣΥΝΤΑΞΙΝ ΝΟΜΟΣΧΕΔΙΟΥ ΠΕΡΙ ΔΙΚΑΣΤΙΚΩΝ	[437, 30, 604, 89]
notices-title: ΑΝΑΚΟΙΝΩΣΙΣ	[151, 1544, 353, 1570]
cinema-name: ΑΣΤΕΡΙΑ	[440, 1995, 601, 2030]
classified-ad: ΟΙΚΟΠΕΔΑ ἐντὸς σχεδίου. Τηλ. 66-197.	[806, 144, 983, 173]
doctor-info: Χειρουργὸς. Τηλ. 37-449.	[835, 1342, 949, 1352]
classified-ad: ΠΩΛΕΙΤΑΙ διαμέρισμα. Πληροφορίαι Τηλ. 79-324 Καλαμαριᾶς.	[624, 281, 800, 310]
cinema-film-1: Η ΑΝΑΣΤΑΣΙΣ	[451, 2060, 590, 2083]
classified-ad: ΖΗΤΕΙΤΑΙ φοιτήτρια. Τηλ. 511-426.	[988, 177, 1165, 195]
classified-ad: ΠΡΟΣΟΧΗ: Χωρὶς προκαταβολὴν πωλοῦνται διαμερίσματα. Τηλ. 75-103.	[624, 186, 800, 215]
movie-name: ΣΜΗΝΟΣ 633	[640, 1892, 963, 1941]
notices-body: Ἡ Δημοσία Ἐπιχείρησις Ἠλεκτρισμοῦ ἀνακοινοῖ ὅτι θέτει ὑπὸ τάσιν τὰ νέα δίκτυα Χ.Τ. καὶ Μ.Τ. εἰς τὰς περιοχὰς τῆς Θεσσαλονίκης. Παρακαλεῖται τὸ κοινὸν ὅπως ἀποφεύγῃ πᾶσαν ἐπαφὴν μετὰ τῶν ἀγωγῶν...	[49, 1601, 410, 1637]
doctor-info: Ἰατρός. Τηλ. 31-457.	[845, 1507, 939, 1518]
doctor-name: ΗΛΙΑΣ Ι. ΡΕΓΚΗΣ	[665, 1419, 756, 1431]
classified-ad: ΖΗΤΟΥΝΤΑΙ ἐργάτριαι 14-15 ἐτῶν. Τηλ. 23-761.	[988, 356, 1165, 384]
meal-body: ΒΕΡΟΙΑ, 17. — Ὑπὸ τοῦ φιλοπτώχου παρεστάθη γεῦμα εἰς ἀπόρους γέροντας...	[430, 1924, 612, 1957]
navy-body: ΣΤΗΝ ΑΓΙΑ ΤΡΙΑΔΑ	[1020, 1679, 1133, 1692]
movie-tagline: ΜΙΑ ΓΙΓΑΝΤΙΑΙΑ ΥΠΕΡΔΗΜΙΟΥΡΓΙΑ	[626, 2004, 978, 2030]
france-headline: Οἱ Γάλλοι μικροεπιχειρηματίαι ἐπέτυχον εἰς τὸν ἀγῶνα τῶν ἐναντίον τῆς νέας φορολογίας	[64, 963, 395, 1151]
doctor-info: Καρδιολόγος. Τηλ. 22-426.	[650, 1540, 771, 1550]
doctor-name: Ο Ια. ΟΡΦ. ΠΑΠΑΖΟΓΛΟΥ	[642, 1331, 780, 1341]
cinema-note: ΕΓΧΡΩΜΟΝ — ΚΑΤΑΛΛΗΛΑ	[452, 2118, 589, 2130]
